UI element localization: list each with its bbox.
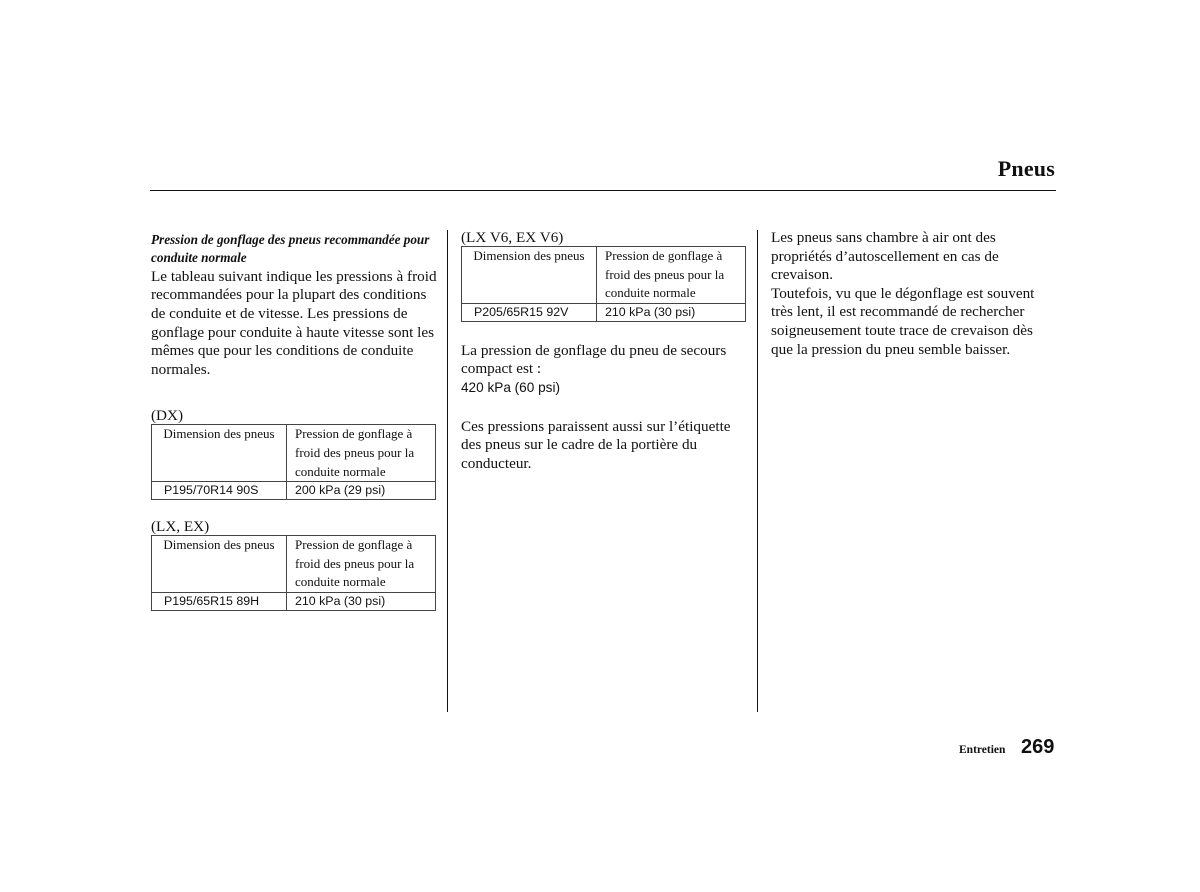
- title-divider: [150, 190, 1056, 191]
- table-row: [152, 592, 436, 610]
- column-1: [151, 231, 439, 611]
- tire-size-cell: P205/65R15 92V: [462, 303, 597, 321]
- column-divider-1: [447, 230, 448, 712]
- header-size-cell: Dimension des pneus: [152, 536, 287, 593]
- tire-size-cell: P195/65R15 89H: [152, 592, 287, 610]
- header-pressure-cell: Pression de gonflage à froid des pneus pour la conduite normale: [287, 536, 436, 593]
- header-size-cell: Dimension des pneus: [152, 425, 287, 482]
- pressure-table-lx-ex: [151, 535, 436, 611]
- label-location-text: Ces pressions paraissent aussi sur l’étiquette des pneus sur le cadre de la portière du conducteur.: [461, 417, 731, 472]
- header-pressure-cell: Pression de gonflage à froid des pneus pour la conduite normale: [287, 425, 436, 482]
- tire-size-cell: P195/70R14 90S: [152, 482, 287, 500]
- table-row: [462, 303, 746, 321]
- spare-tire-text: La pression de gonflage du pneu de secours compact est :: [461, 341, 727, 378]
- section-subheading: Pression de gonflage des pneus recommandée pour conduite normale: [151, 232, 430, 266]
- table-header-row: [152, 536, 436, 593]
- column-2: [461, 229, 751, 473]
- column-3: [771, 229, 1056, 359]
- tire-pressure-cell: 200 kPa (29 psi): [287, 482, 436, 500]
- tire-pressure-cell: 210 kPa (30 psi): [597, 303, 746, 321]
- table-header-row: [152, 425, 436, 482]
- pressure-table-dx: [151, 424, 436, 500]
- table-row: [152, 482, 436, 500]
- spare-tire-pressure: 420 kPa (60 psi): [461, 379, 560, 395]
- table-header-row: [462, 247, 746, 304]
- header-size-cell: Dimension des pneus: [462, 247, 597, 304]
- puncture-check-paragraph: Toutefois, vu que le dégonflage est souvent très lent, il est recommandé de rechercher soigneusement toute trace de crevaison dès que la pression du pneu semble baisser.: [771, 284, 1035, 358]
- intro-paragraph: Le tableau suivant indique les pressions à froid recommandées pour la plupart des conditions de conduite et de vitesse. Les pressions de gonflage pour conduite à haute vitesse sont les mêmes que pour les conditions de conduite normales.: [151, 267, 437, 378]
- pressure-table-v6: [461, 246, 746, 322]
- table-label-lx-ex: (LX, EX): [151, 518, 210, 536]
- header-pressure-cell: Pression de gonflage à froid des pneus pour la conduite normale: [597, 247, 746, 304]
- footer-section-name: Entretien: [959, 744, 1006, 756]
- tire-pressure-cell: 210 kPa (30 psi): [287, 592, 436, 610]
- tubeless-paragraph: Les pneus sans chambre à air ont des propriétés d’autoscellement en cas de crevaison.: [771, 229, 999, 284]
- page-title: Pneus: [997, 156, 1055, 181]
- page-number: 269: [1021, 736, 1055, 758]
- column-divider-2: [757, 230, 758, 712]
- table-label-lx-v6-ex-v6: (LX V6, EX V6): [461, 229, 564, 246]
- table-label-dx: (DX): [151, 407, 184, 425]
